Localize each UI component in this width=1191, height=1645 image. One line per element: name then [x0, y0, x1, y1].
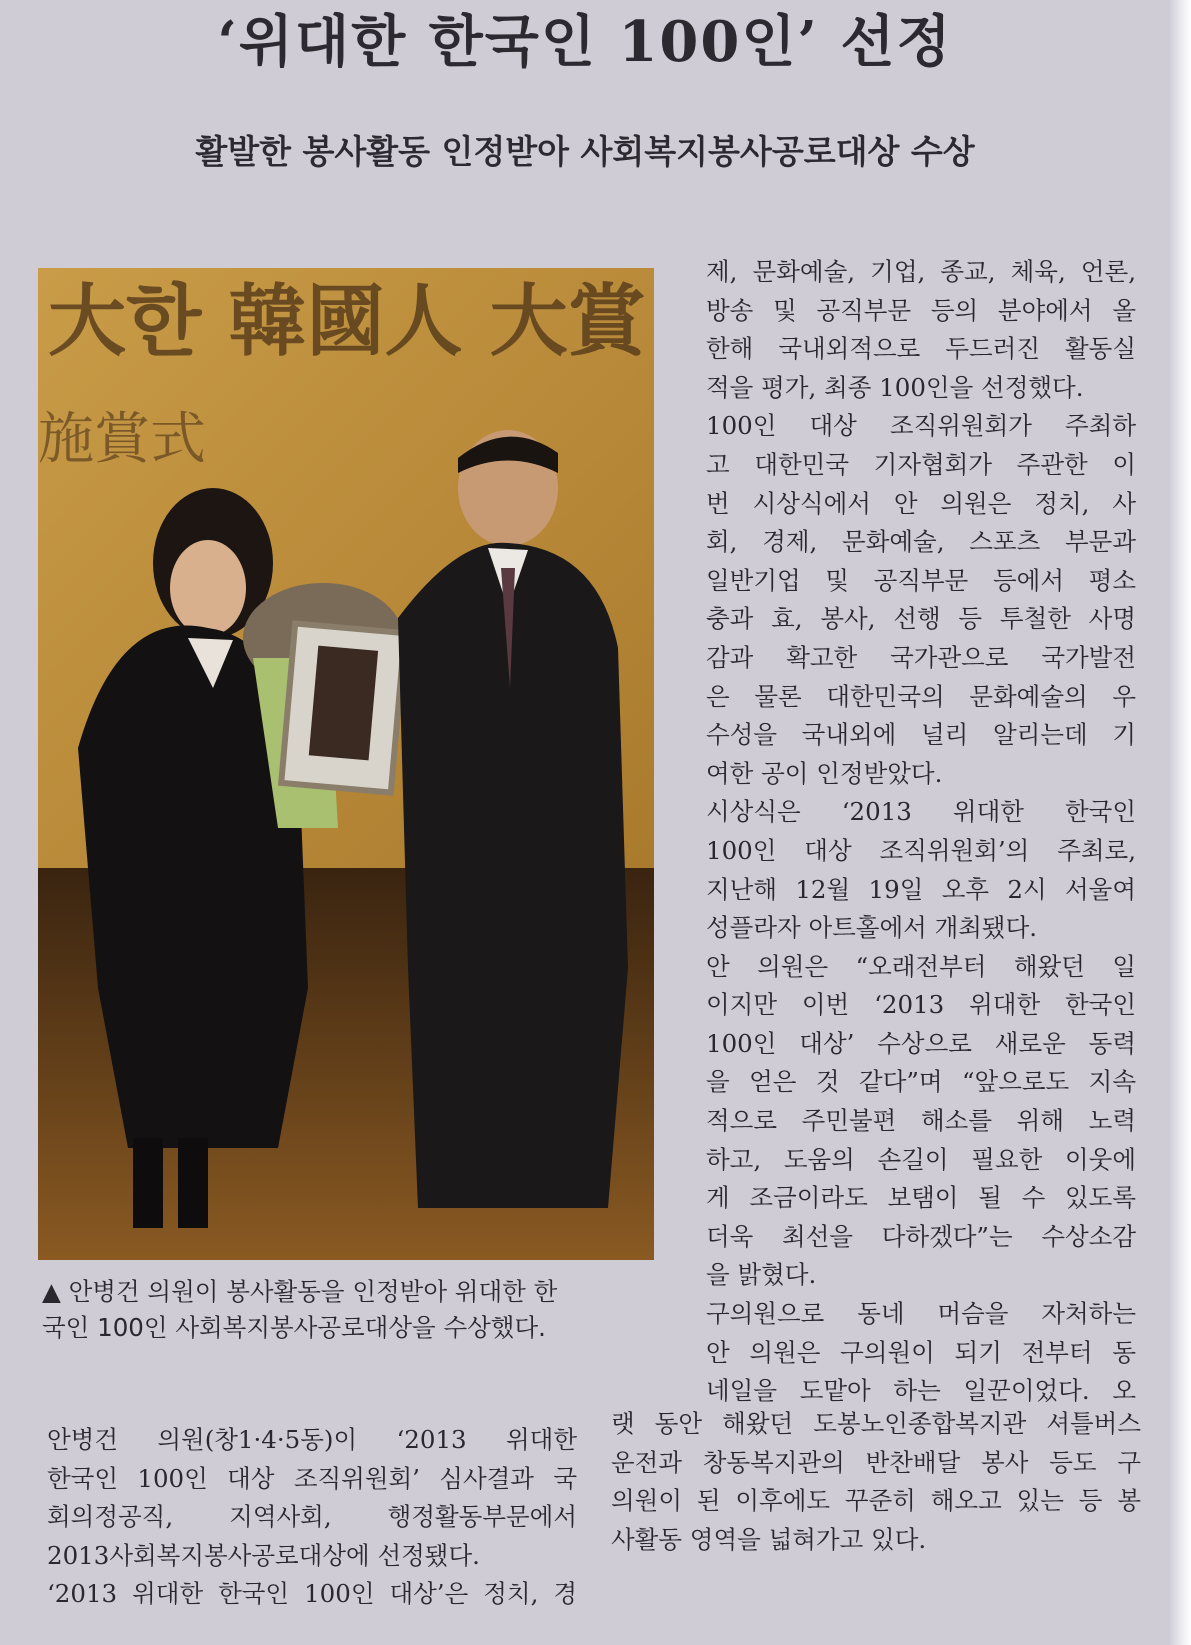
- text-line: 안 의원은 “오래전부터 해왔던 일: [706, 951, 1136, 981]
- text-line: 적으로 주민불편 해소를 위해 노력: [706, 1106, 1136, 1136]
- backdrop-small-text: 施賞式: [38, 407, 206, 472]
- text-line: 감과 확고한 국가관으로 국가발전: [706, 642, 1136, 672]
- text-line: 2013사회복지봉사공로대상에 선정됐다.: [47, 1540, 480, 1570]
- text-line: 일반기업 및 공직부문 등에서 평소: [706, 565, 1136, 595]
- text-line: 은 물론 대한민국의 문화예술의 우: [706, 681, 1136, 711]
- scan-page-edge: [1169, 0, 1191, 1645]
- text-line: 게 조금이라도 보탬이 될 수 있도록: [706, 1183, 1136, 1213]
- text-line: 구의원으로 동네 머슴을 자처하는: [706, 1299, 1136, 1329]
- text-line: 시상식은 ‘2013 위대한 한국인: [706, 797, 1136, 827]
- text-line: ‘2013 위대한 한국인 100인 대상’은 정치, 경: [47, 1579, 577, 1609]
- text-line: 한해 국내외적으로 두드러진 활동실: [706, 334, 1136, 364]
- text-line: 수성을 국내외에 널리 알리는데 기: [706, 720, 1136, 750]
- text-line: 이지만 이번 ‘2013 위대한 한국인: [706, 990, 1136, 1020]
- text-line: 하고, 도움의 손길이 필요한 이웃에: [706, 1144, 1136, 1174]
- caption-line: ▲ 안병건 의원이 봉사활동을 인정받아 위대한 한: [42, 1277, 558, 1306]
- text-line: 회의정공직, 지역사회, 행정활동부문에서: [47, 1502, 577, 1532]
- text-line: 100인 대상 조직위원회가 주최하: [706, 411, 1136, 441]
- text-line: 운전과 창동복지관의 반찬배달 봉사 등도 구: [611, 1447, 1141, 1477]
- text-line: 번 시상식에서 안 의원은 정치, 사: [706, 488, 1136, 518]
- award-photo: [38, 268, 654, 1260]
- text-line: 안병건 의원(창1·4·5동)이 ‘2013 위대한: [47, 1425, 577, 1454]
- backdrop-large-text: 大한 韓國人 大賞: [48, 276, 646, 367]
- text-line: 방송 및 공직부문 등의 분야에서 올: [706, 295, 1136, 325]
- article-column-bottom: [611, 1405, 1144, 1559]
- text-line: 한국인 100인 대상 조직위원회’ 심사결과 국: [47, 1463, 577, 1493]
- text-line: 성플라자 아트홀에서 개최됐다.: [706, 913, 1038, 943]
- headline: ‘위대한 한국인 100인’ 선정: [217, 9, 953, 75]
- text-line: 을 밝혔다.: [706, 1260, 817, 1290]
- text-line: 랫 동안 해왔던 도봉노인종합복지관 셔틀버스: [611, 1409, 1141, 1438]
- caption-line: 국인 100인 사회복지봉사공로대상을 수상했다.: [42, 1313, 546, 1342]
- text-line: 고 대한민국 기자협회가 주관한 이: [706, 449, 1136, 479]
- text-line: 100인 대상 조직위원회’의 주최로,: [706, 835, 1136, 865]
- text-line: 안 의원은 구의원이 되기 전부터 동: [706, 1337, 1136, 1367]
- text-line: 적을 평가, 최종 100인을 선정했다.: [706, 372, 1084, 402]
- article-column-left: [47, 1421, 587, 1614]
- article-column-right: [706, 253, 1138, 1411]
- text-line: 네일을 도맡아 하는 일꾼이었다. 오: [706, 1376, 1136, 1406]
- text-line: 을 얻은 것 같다”며 “앞으로도 지속: [706, 1067, 1136, 1097]
- text-line: 사활동 영역을 넓혀가고 있다.: [611, 1524, 927, 1554]
- text-line: 제, 문화예술, 기업, 종교, 체육, 언론,: [706, 257, 1136, 286]
- text-line: 충과 효, 봉사, 선행 등 투철한 사명: [706, 604, 1136, 634]
- subheadline: 활발한 봉사활동 인정받아 사회복지봉사공로대상 수상: [195, 132, 975, 171]
- text-line: 여한 공이 인정받았다.: [706, 758, 943, 788]
- text-line: 지난해 12월 19일 오후 2시 서울여: [706, 874, 1136, 904]
- text-line: 더욱 최선을 다하겠다”는 수상소감: [706, 1221, 1136, 1251]
- text-line: 의원이 된 이후에도 꾸준히 해오고 있는 등 봉: [611, 1486, 1141, 1516]
- text-line: 회, 경제, 문화예술, 스포츠 부문과: [706, 527, 1136, 557]
- photo-caption: [42, 1274, 667, 1346]
- text-line: 100인 대상’ 수상으로 새로운 동력: [706, 1028, 1136, 1058]
